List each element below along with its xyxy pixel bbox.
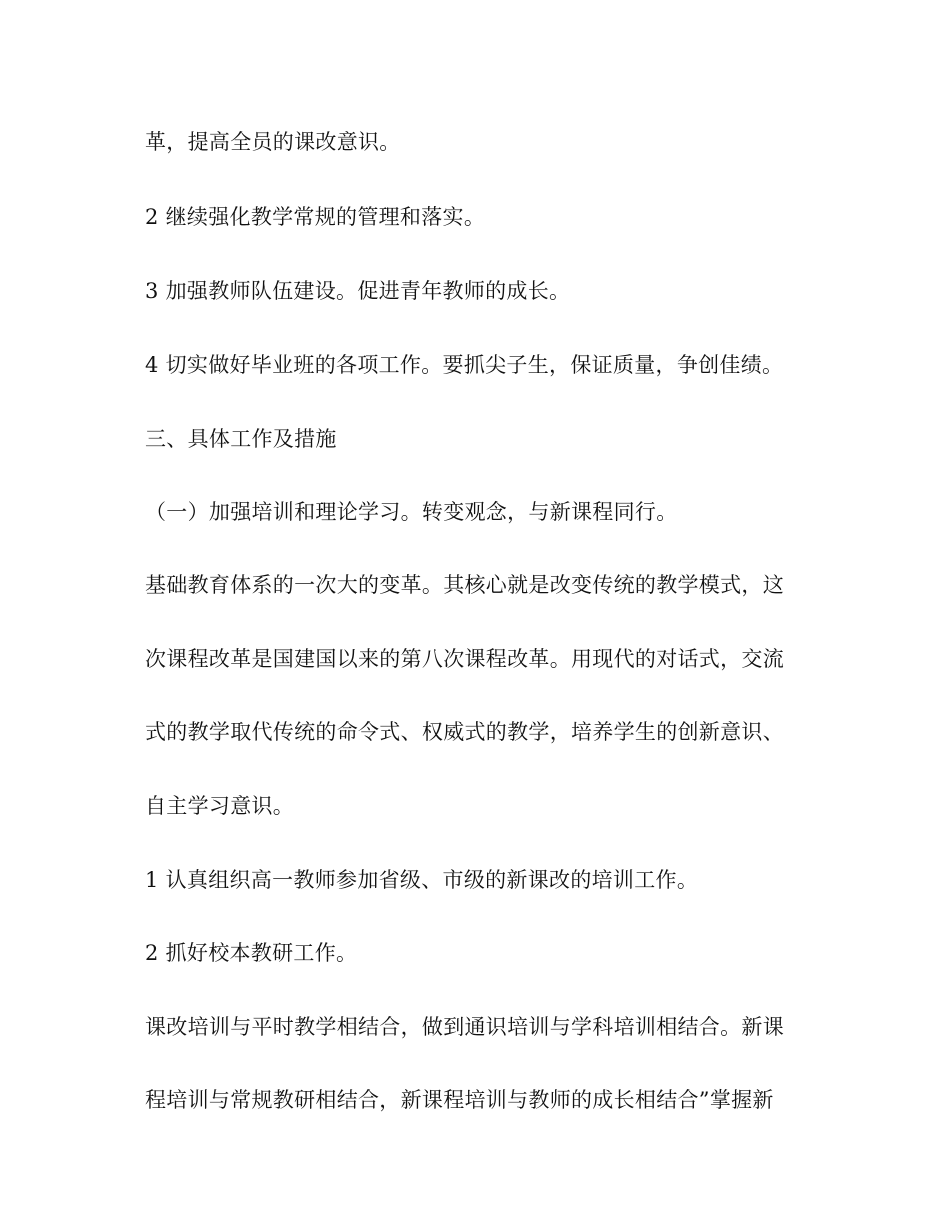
text-line: 自主学习意识。 (145, 794, 295, 818)
text-line: 基础教育体系的一次大的变革。其核心就是改变传统的教学模式，这 (145, 573, 784, 597)
text-line: 式的教学取代传统的命令式、权威式的教学，培养学生的创新意识、 (145, 720, 784, 744)
text-line: 2 抓好校本教研工作。 (145, 941, 358, 965)
text-line: 课改培训与平时教学相结合，做到通识培训与学科培训相结合。新课 (145, 1015, 784, 1039)
text-line: 1 认真组织高一教师参加省级、市级的新课改的培训工作。 (145, 868, 699, 892)
text-line: 革，提高全员的课改意识。 (145, 130, 401, 154)
text-line: 4 切实做好毕业班的各项工作。要抓尖子生，保证质量，争创佳绩。 (145, 353, 784, 377)
text-line: 程培训与常规教研相结合，新课程培训与教师的成长相结合”掌握新 (145, 1088, 774, 1112)
section-heading: 三、具体工作及措施 (145, 427, 337, 451)
text-line: 次课程改革是国建国以来的第八次课程改革。用现代的对话式，交流 (145, 647, 784, 671)
text-line: 2 继续强化教学常规的管理和落实。 (145, 205, 486, 229)
text-line: 3 加强教师队伍建设。促进青年教师的成长。 (145, 279, 571, 303)
subsection-heading: （一）加强培训和理论学习。转变观念，与新课程同行。 (145, 500, 678, 524)
